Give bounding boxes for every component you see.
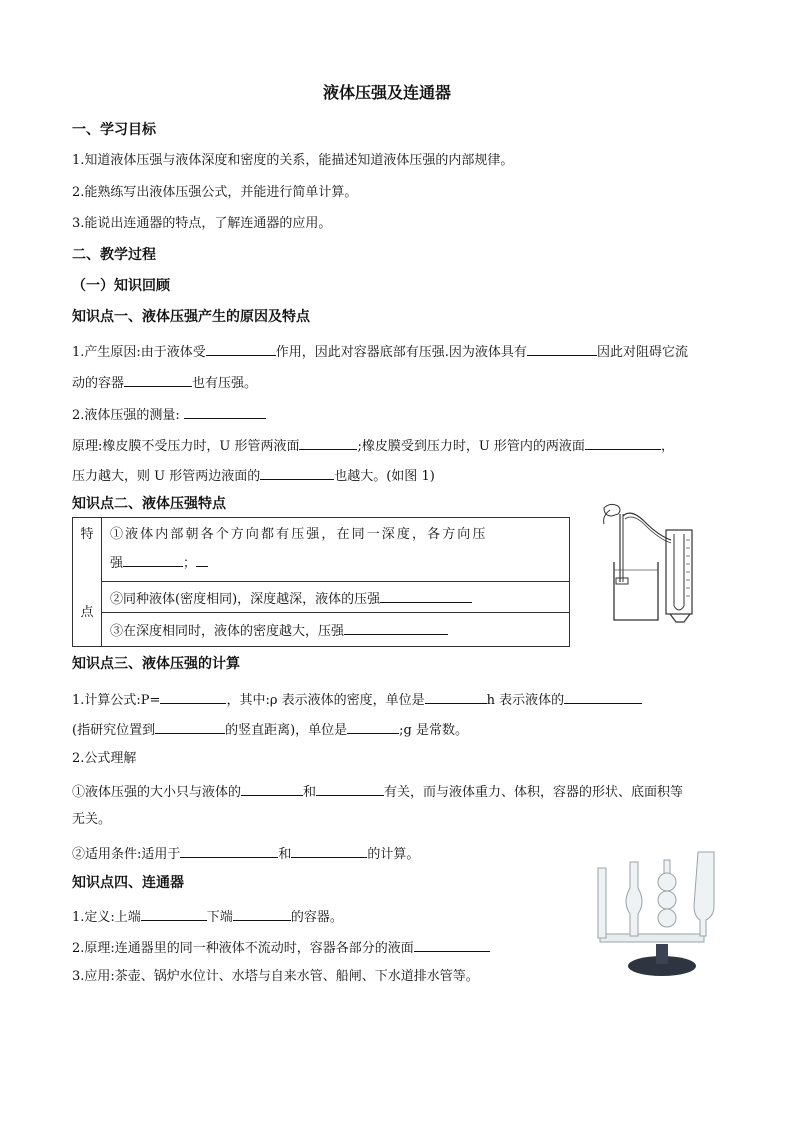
fill-blank[interactable] <box>160 689 226 704</box>
fill-blank[interactable] <box>585 435 661 450</box>
section-heading-goals: 一、学习目标 <box>72 122 156 138</box>
fill-blank[interactable] <box>124 372 192 387</box>
fill-blank[interactable] <box>425 689 487 704</box>
kp3-line: (指研究位置到 的竖直距离)，单位是 ;g 是常数。 <box>72 719 468 740</box>
kp2-heading: 知识点二、液体压强特点 <box>72 496 226 512</box>
kp1-line: 动的容器 也有压强。 <box>72 372 257 393</box>
goal-item: 3.能说出连通器的特点，了解连通器的应用。 <box>72 216 332 231</box>
kp3-line: 1.计算公式:P= ，其中:ρ 表示液体的密度，单位是 h 表示液体的 <box>72 689 642 710</box>
kp3-line: ②适用条件:适用于 和 的计算。 <box>72 843 419 864</box>
fill-blank[interactable] <box>380 588 472 603</box>
kp3-line: 无关。 <box>72 812 112 827</box>
fill-blank[interactable] <box>141 906 207 921</box>
fill-blank[interactable] <box>180 843 278 858</box>
fill-blank[interactable] <box>241 781 303 796</box>
fill-blank[interactable] <box>155 719 225 734</box>
section-heading-process: 二、教学过程 <box>72 247 156 263</box>
kp4-heading: 知识点四、连通器 <box>72 875 184 891</box>
kp4-line: 3.应用:茶壶、锅炉水位计、水塔与自来水管、船闸、下水道排水管等。 <box>72 969 479 984</box>
kp3-line: 2.公式理解 <box>72 751 137 766</box>
kp1-line: 1.产生原因:由于液体受 作用，因此对容器底部有压强.因为液体具有 因此对阻碍它流 <box>72 341 688 362</box>
kp4-line: 1.定义:上端 下端 的容器。 <box>72 906 343 927</box>
kp3-heading: 知识点三、液体压强的计算 <box>72 656 240 672</box>
page-title: 液体压强及连通器 <box>323 83 452 102</box>
kp4-line: 2.原理:连通器里的同一种液体不流动时，容器各部分的液面 <box>72 937 490 958</box>
kp1-line: 压力越大，则 U 形管两边液面的 也越大。(如图 1) <box>72 465 435 486</box>
fill-blank[interactable] <box>564 689 642 704</box>
u-tube-manometer-figure <box>596 500 708 624</box>
goal-item: 1.知道液体压强与液体深度和密度的关系，能描述知道液体压强的内部规律。 <box>72 153 514 168</box>
goal-item: 2.能熟练写出液体压强公式，并能进行简单计算。 <box>72 185 358 200</box>
connected-vessel-figure <box>592 848 726 980</box>
fill-blank[interactable] <box>206 341 276 356</box>
fill-blank[interactable] <box>347 719 399 734</box>
fill-blank[interactable] <box>299 435 357 450</box>
fill-blank[interactable] <box>184 404 266 419</box>
kp3-line: ①液体压强的大小只与液体的 和 有关，而与液体重力、体积，容器的形状、底面积等 <box>72 781 683 802</box>
fill-blank[interactable] <box>233 906 291 921</box>
kp2-table <box>72 517 570 647</box>
kp1-line: 原理:橡皮膜不受压力时，U 形管两液面 ;橡皮膜受到压力时，U 形管内的两液面 ， <box>72 435 674 456</box>
subsection-heading: （一）知识回顾 <box>72 278 170 294</box>
table-side-label: 特 点 <box>73 518 102 647</box>
fill-blank[interactable] <box>260 465 334 480</box>
kp1-line: 2.液体压强的测量: <box>72 404 266 425</box>
table-row: ③在深度相同时，液体的密度越大，压强 <box>102 613 570 647</box>
fill-blank[interactable] <box>123 552 183 567</box>
fill-blank[interactable] <box>291 843 367 858</box>
fill-blank[interactable] <box>316 781 384 796</box>
fill-blank[interactable] <box>527 341 597 356</box>
kp1-heading: 知识点一、液体压强产生的原因及特点 <box>72 309 310 325</box>
fill-blank[interactable] <box>344 620 448 635</box>
table-row: ①液体内部朝各个方向都有压强，在同一深度，各方向压 强 ； <box>102 518 570 582</box>
fill-blank[interactable] <box>196 552 208 567</box>
table-row: ②同种液体(密度相同)，深度越深，液体的压强 <box>102 581 570 612</box>
fill-blank[interactable] <box>414 937 490 952</box>
